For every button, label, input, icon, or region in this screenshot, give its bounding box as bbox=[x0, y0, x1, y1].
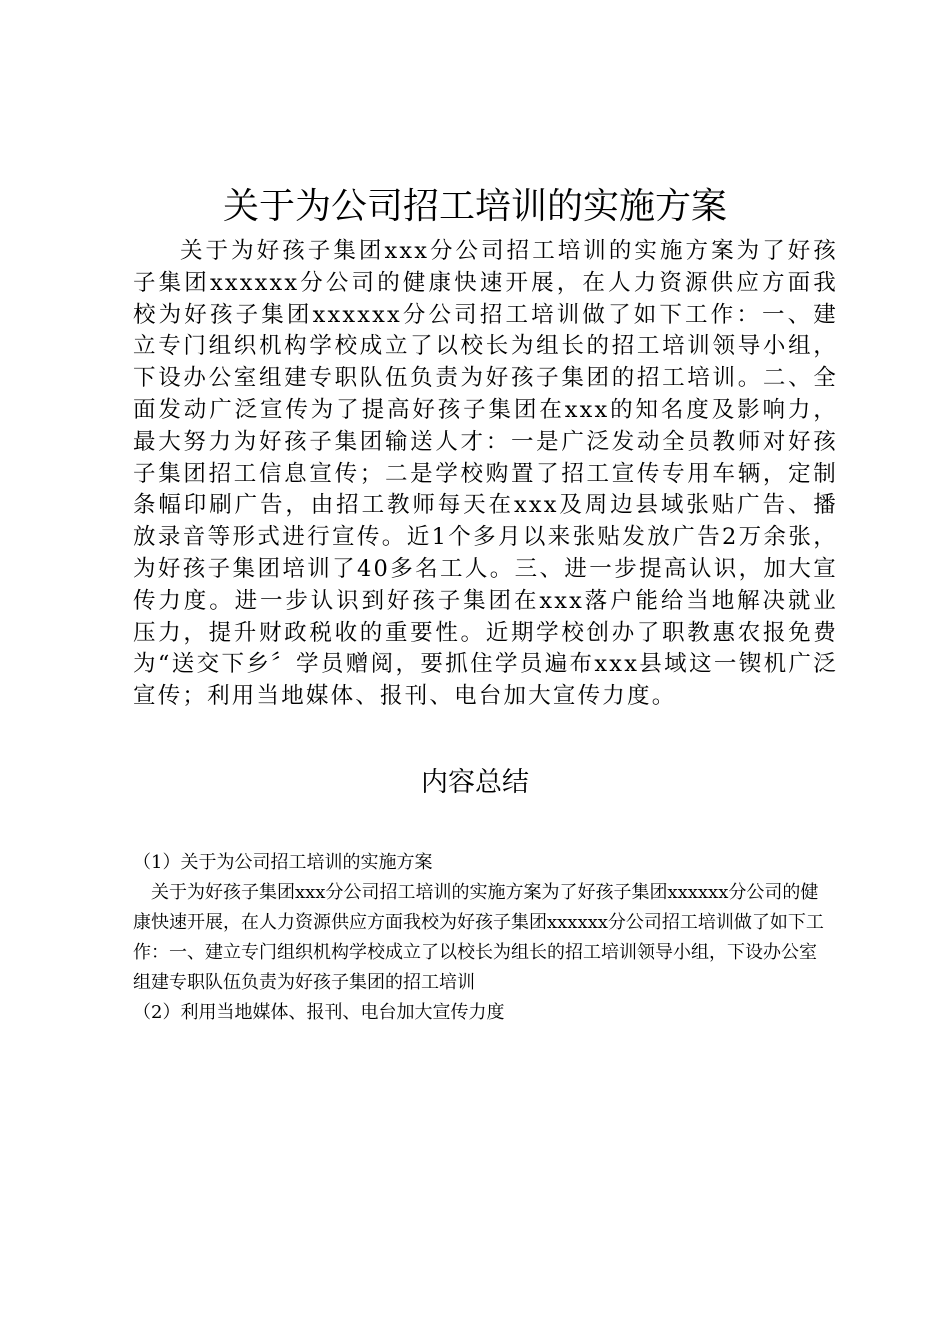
summary-item-2-title: （2）利用当地媒体、报刊、电台加大宣传力度 bbox=[133, 1002, 505, 1023]
summary-heading: 内容总结 bbox=[421, 767, 529, 798]
summary-item-1-title: （1）关于为公司招工培训的实施方案 bbox=[133, 852, 433, 873]
document-title: 关于为公司招工培训的实施方案 bbox=[222, 186, 727, 227]
summary-section bbox=[133, 848, 833, 1028]
summary-item-1-body: 关于为好孩子集团xxx分公司招工培训的实施方案为了好孩子集团xxxxxx分公司的健康快速开展，在人力资源供应方面我校为好孩子集团xxxxxx分公司招工培训做了如下工作：一、建立专门组织机构学校成立了以校长为组长的招工培训领导小组，下设办公室组建专职队伍负责为好孩子集团的招工培训 bbox=[133, 882, 824, 993]
document-body: 关于为好孩子集团xxx分公司招工培训的实施方案为了好孩子集团xxxxxx分公司的健康快速开展，在人力资源供应方面我校为好孩子集团xxxxxx分公司招工培训做了如下工作：一、建立专门组织机构学校成立了以校长为组长的招工培训领导小组，下设办公室组建专职队伍负责为好孩子集团的招工培训。二、全面发动广泛宣传为了提高好孩子集团在xxx的知名度及影响力，最大努力为好孩子集团输送人才：一是广泛发动全员教师对好孩子集团招工信息宣传；二是学校购置了招工宣传专用车辆，定制条幅印刷广告，由招工教师每天在xxx及周边县域张贴广告、播放录音等形式进行宣传。近1个多月以来张贴发放广告2万余张，为好孩子集团培训了40多名工人。三、进一步提高认识，加大宣传力度。进一步认识到好孩子集团在xxx落户能给当地解决就业压力，提升财政税收的重要性。近期学校创办了职教惠农报免费为“送交下乡〞学员赠阅，要抓住学员遍布xxx县域这一锲机广泛宣传；利用当地媒体、报刊、电台加大宣传力度。 bbox=[133, 238, 838, 710]
